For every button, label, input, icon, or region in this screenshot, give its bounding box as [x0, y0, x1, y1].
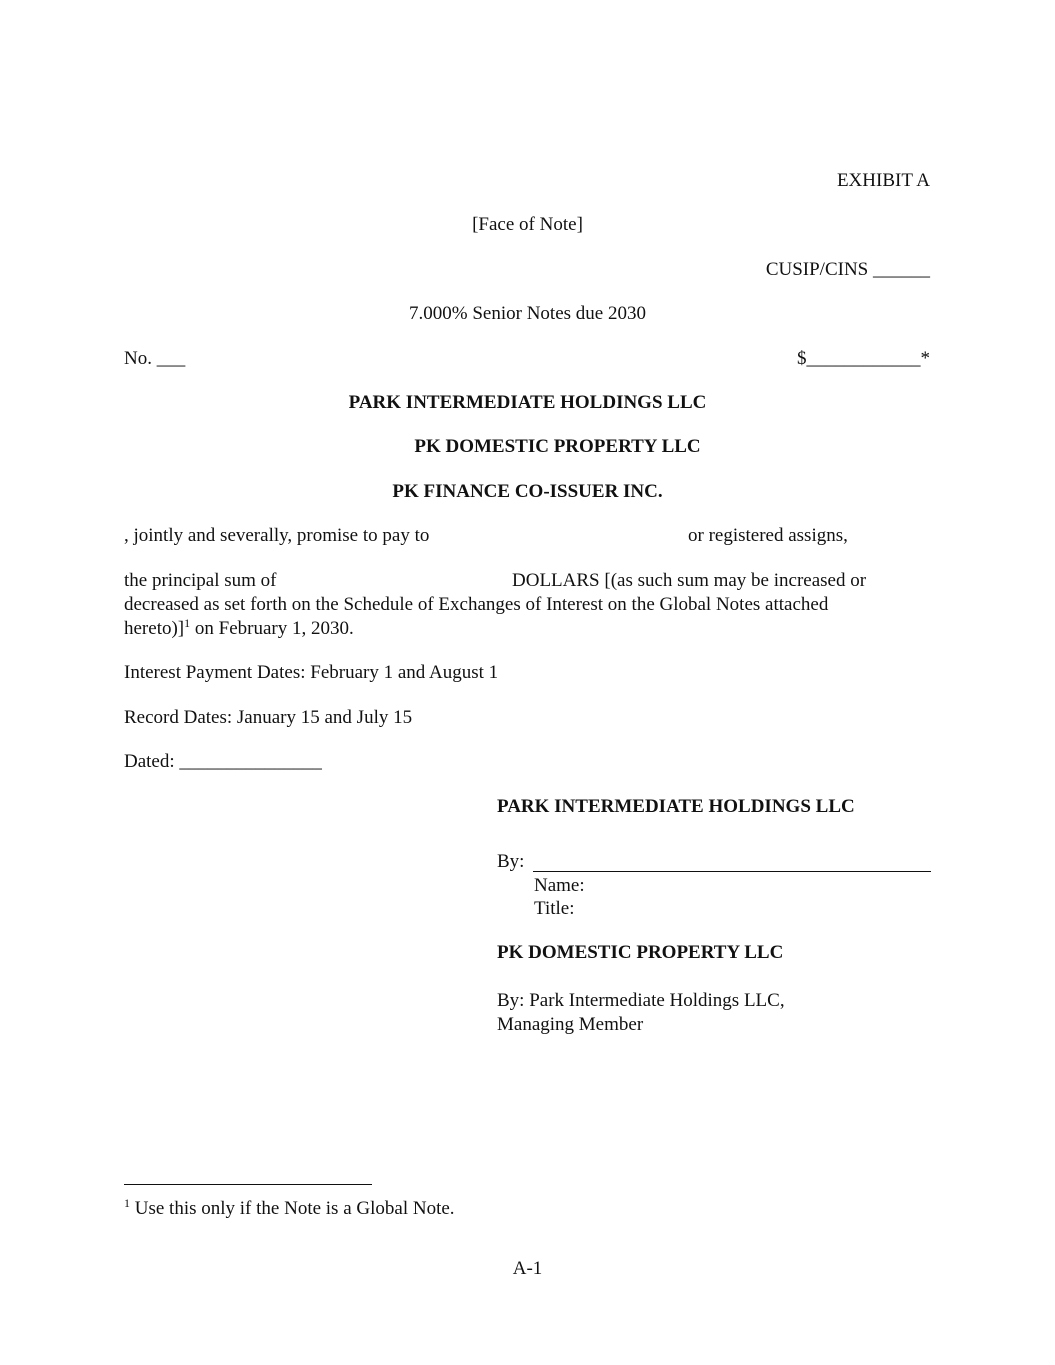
note-number: No. ___ — [124, 348, 186, 369]
registered-assigns-text: or registered assigns, — [688, 525, 848, 546]
interest-payment-dates: Interest Payment Dates: February 1 and August 1 — [124, 662, 499, 683]
dated-line: Dated: _______________ — [124, 751, 322, 772]
signature-name-label: Name: — [534, 875, 585, 896]
record-dates: Record Dates: January 15 and July 15 — [124, 707, 413, 728]
promise-text: , jointly and severally, promise to pay to — [124, 525, 430, 546]
footnote-separator — [124, 1184, 372, 1185]
footnote-text: Use this only if the Note is a Global Note. — [130, 1198, 455, 1219]
face-label: [Face of Note] — [472, 214, 583, 235]
issuer-pk-domestic: PK DOMESTIC PROPERTY LLC — [414, 436, 701, 457]
signature-pk-role: Managing Member — [497, 1014, 644, 1035]
footnote-reference: 1 — [184, 616, 191, 630]
principal-line-3-start: hereto)] — [124, 618, 185, 639]
note-title: 7.000% Senior Notes due 2030 — [409, 303, 646, 324]
dollars-text: DOLLARS [(as such sum may be increased or — [512, 570, 867, 591]
principal-amount: $____________* — [797, 348, 930, 369]
cusip-line: CUSIP/CINS ______ — [765, 259, 930, 280]
principal-line-2: decreased as set forth on the Schedule of Exchanges of Interest on the Global Notes attached — [124, 594, 829, 615]
exhibit-label: EXHIBIT A — [836, 170, 930, 191]
page-number: A-1 — [512, 1258, 543, 1279]
signature-by-label: By: — [497, 851, 525, 872]
principal-sum-label: the principal sum of — [124, 570, 277, 591]
signature-line — [533, 871, 931, 872]
principal-line-3-end: on February 1, 2030. — [190, 618, 354, 639]
signature-park-name: PARK INTERMEDIATE HOLDINGS LLC — [497, 796, 855, 817]
signature-pk-name: PK DOMESTIC PROPERTY LLC — [497, 942, 784, 963]
signature-title-label: Title: — [534, 898, 575, 919]
issuer-pk-finance: PK FINANCE CO-ISSUER INC. — [392, 481, 663, 502]
footnote-number: 1 — [124, 1196, 130, 1210]
footnote — [124, 1197, 455, 1221]
signature-pk-by: By: Park Intermediate Holdings LLC, — [497, 990, 785, 1011]
issuer-park-intermediate: PARK INTERMEDIATE HOLDINGS LLC — [348, 392, 707, 413]
principal-line-3 — [124, 617, 354, 641]
